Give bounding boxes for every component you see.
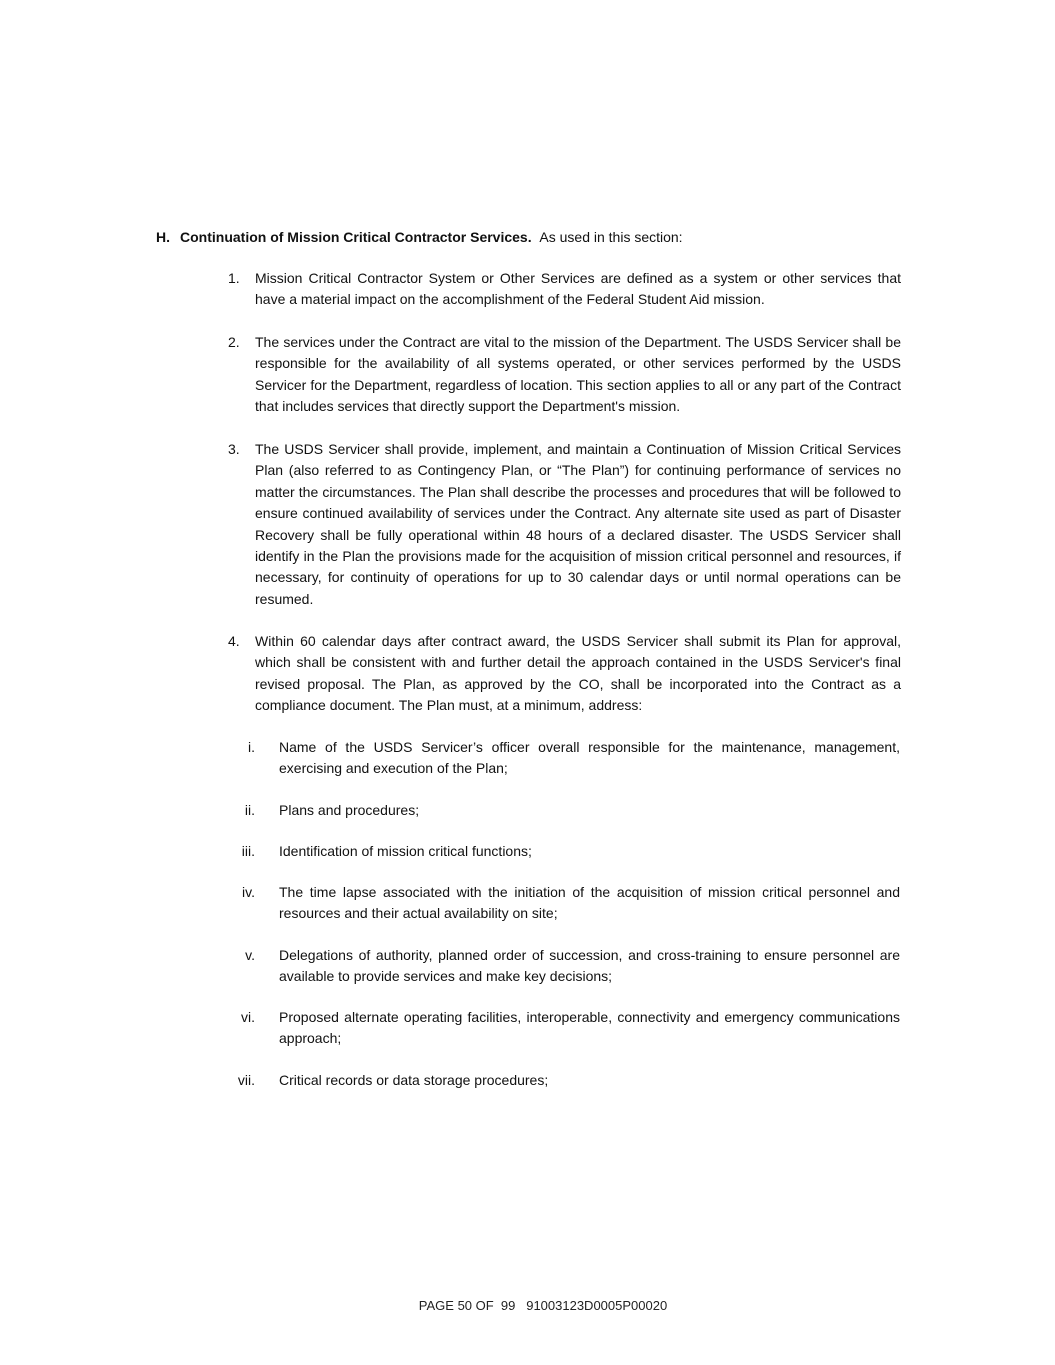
roman-item-ii: [228, 800, 900, 821]
numbered-item-2: [228, 332, 901, 418]
roman-item-vi: [228, 1007, 900, 1050]
roman-item-vii: [228, 1070, 900, 1091]
item-text: The USDS Servicer shall provide, implement, and maintain a Continuation of Mission Critical Services Plan (also referred to as Contingency Plan, or “The Plan”) for continuing performance of services no matter the circumstances. The Plan shall describe the processes and procedures that will be followed to ensure continued availability of services under the Contract. Any alternate site used as part of Disaster Recovery shall be fully operational within 48 hours of a declared disaster. The USDS Servicer shall identify in the Plan the provisions made for the acquisition of mission critical personnel and resources, if necessary, for continuity of operations for up to 30 calendar days or until normal operations can be resumed.: [255, 441, 901, 607]
roman-item-text: Plans and procedures;: [279, 802, 420, 818]
roman-item-text: Name of the USDS Servicer’s officer overall responsible for the maintenance, management, exercising and execution of the Plan;: [279, 739, 900, 777]
roman-numeral: ii.: [244, 802, 255, 818]
roman-numeral: vi.: [241, 1009, 255, 1025]
roman-item-iv: [228, 882, 900, 925]
item-number: 2.: [228, 334, 240, 350]
roman-item-text: Delegations of authority, planned order of succession, and cross-training to ensure personnel are available to provide services and make key decisions;: [279, 947, 900, 985]
item-text: Mission Critical Contractor System or Other Services are defined as a system or other services that have a material impact on the accomplishment of the Federal Student Aid mission.: [255, 270, 901, 308]
item-number: 4.: [228, 633, 240, 649]
numbered-item-3: [228, 439, 901, 610]
section-intro: As used in this section:: [539, 229, 683, 245]
roman-numeral: iii.: [241, 843, 255, 859]
roman-numeral: vii.: [237, 1072, 255, 1088]
numbered-item-1: [228, 268, 901, 311]
section-title: Continuation of Mission Critical Contractor Services.: [180, 229, 532, 245]
roman-item-iii: [228, 841, 900, 862]
roman-numeral: i.: [248, 739, 255, 755]
roman-item-text: Identification of mission critical functions;: [279, 843, 532, 859]
numbered-item-4: [228, 631, 901, 717]
roman-item-v: [228, 945, 900, 988]
roman-item-text: The time lapse associated with the initiation of the acquisition of mission critical personnel and resources and their actual availability on site;: [279, 884, 900, 922]
section-heading: [156, 226, 916, 248]
roman-numeral: iv.: [242, 884, 255, 900]
roman-item-text: Critical records or data storage procedures;: [279, 1072, 549, 1088]
roman-item-i: [228, 737, 900, 780]
item-text: Within 60 calendar days after contract award, the USDS Servicer shall submit its Plan for approval, which shall be consistent with and further detail the approach contained in the USDS Servicer's final revised proposal. The Plan, as approved by the CO, shall be incorporated into the Contract as a compliance document. The Plan must, at a minimum, address:: [255, 633, 901, 714]
item-number: 3.: [228, 441, 240, 457]
section-letter: H.: [156, 229, 170, 245]
roman-item-text: Proposed alternate operating facilities, interoperable, connectivity and emergency communications approach;: [279, 1009, 900, 1047]
item-number: 1.: [228, 270, 240, 286]
item-text: The services under the Contract are vital to the mission of the Department. The USDS Servicer shall be responsible for the availability of all systems operated, or other services performed by the USDS Servicer for the Department, regardless of location. This section applies to all or any part of the Contract that includes services that directly support the Department's mission.: [255, 334, 901, 415]
page-footer: PAGE 50 OF 99 91003123D0005P00020: [418, 1298, 668, 1313]
roman-numeral: v.: [245, 947, 255, 963]
